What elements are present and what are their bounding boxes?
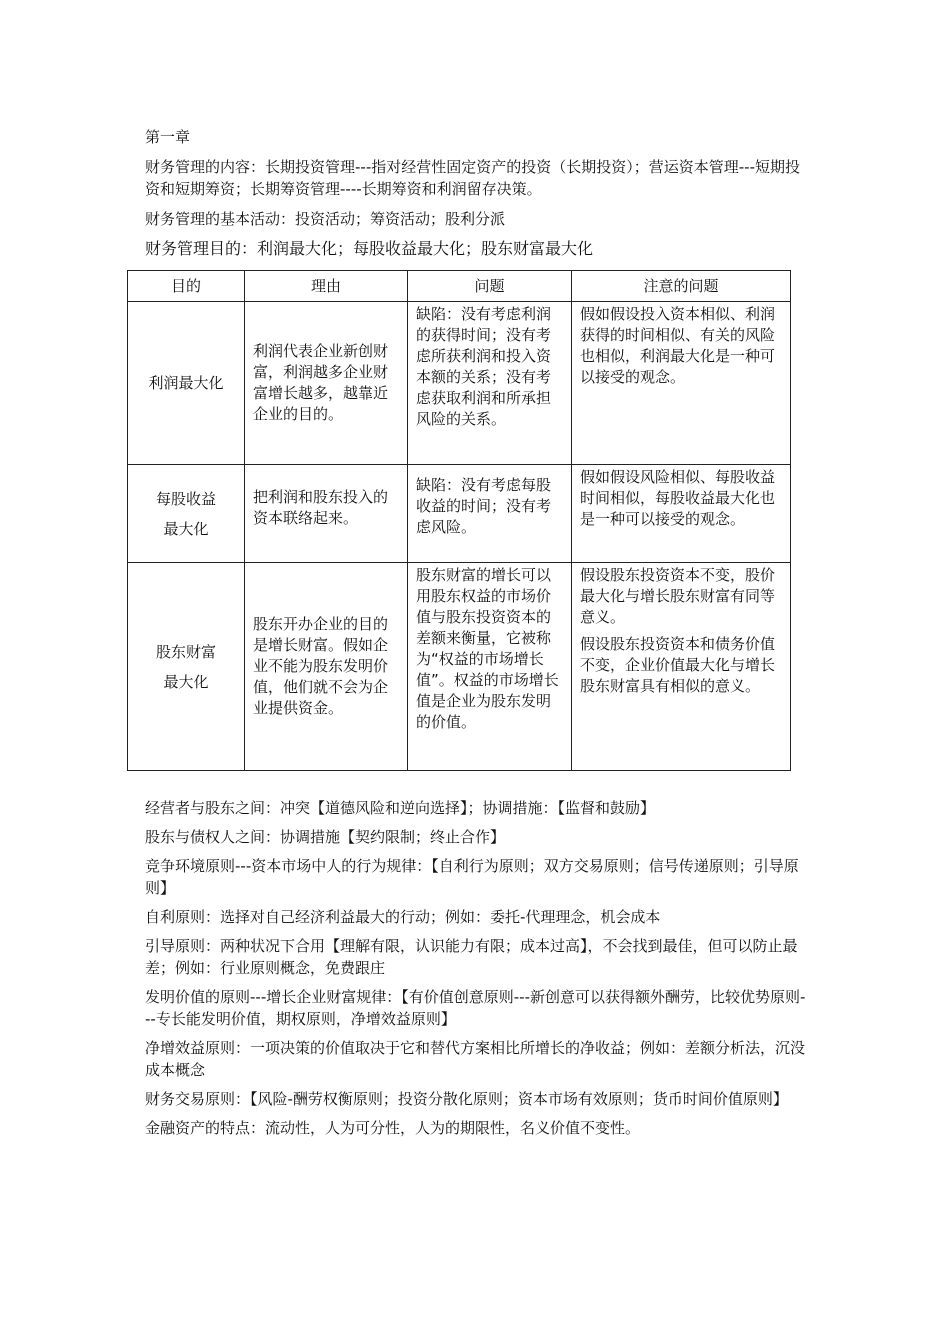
note-paragraph: 财务交易原则：【风险-酬劳权衡原则；投资分散化原则；资本市场有效原则；货币时间价值原则】	[145, 1090, 788, 1108]
note-paragraph: 引导原则：两种状况下合用【理解有限，认识能力有限；成本过高】，不会找到最佳，但可以防止最差；例如：行业原则概念，免费跟庄	[145, 937, 798, 977]
goal-line: 每股收益	[155, 489, 216, 508]
goal-line: 最大化	[163, 672, 209, 691]
problem-cell: 股东财富的增长可以用股东权益的市场价值与股东投资资本的差额来衡量，它被称为“权益的市场增长值”。权益的市场增长值是企业为股东发明的价值。	[408, 563, 572, 771]
note-paragraph: 发明价值的原则---增长企业财富规律：【有价值创意原则---新创意可以获得额外酬劳，比较优势原则---专长能发明价值，期权原则，净增效益原则】	[145, 988, 806, 1028]
header-reason: 理由	[245, 271, 408, 302]
goal-cell	[128, 465, 245, 563]
goals-paragraph: 财务管理目的：利润最大化；每股收益最大化；股东财富最大化	[145, 239, 594, 258]
goal-line: 股东财富	[155, 642, 216, 661]
header-goal: 目的	[128, 271, 245, 302]
notes-section	[145, 797, 810, 1146]
problem-cell: 缺陷：没有考虑利润的获得时间；没有考虑所获利润和投入资本额的关系；没有考虑获取利润和所承担风险的关系。	[408, 302, 572, 465]
reason-cell: 利润代表企业新创财富，利润越多企业财富增长越多，越靠近企业的目的。	[245, 302, 408, 465]
goals-table	[127, 270, 791, 771]
table-row	[128, 563, 791, 771]
table-header-row	[128, 271, 791, 302]
goal-cell: 利润最大化	[128, 302, 245, 465]
reason-cell: 股东开办企业的目的是增长财富。假如企业不能为股东发明价值，他们就不会为企业提供资金。	[245, 563, 408, 771]
note-paragraph: 竞争环境原则---资本市场中人的行为规律：【自利行为原则；双方交易原则；信号传递原则；引导原则】	[145, 857, 799, 897]
header-notes: 注意的问题	[572, 271, 791, 302]
table-row	[128, 302, 791, 465]
note-paragraph: 股东与债权人之间：协调措施【契约限制；终止合作】	[145, 828, 506, 846]
notes-paragraph: 假设股东投资资本和债务价值不变，企业价值最大化与增长股东财富具有相似的意义。	[580, 635, 776, 695]
note-paragraph: 自利原则：选择对自己经济利益最大的行动；例如：委托-代理理念，机会成本	[145, 908, 661, 926]
activities-paragraph: 财务管理的基本活动：投资活动；筹资活动；股利分派	[145, 210, 506, 228]
notes-cell: 假如假设投入资本相似、利润获得的时间相似、有关的风险也相似，利润最大化是一种可以接受的观念。	[572, 302, 791, 465]
goal-cell	[128, 563, 245, 771]
header-problem: 问题	[408, 271, 572, 302]
chapter-heading: 第一章	[145, 128, 191, 146]
note-paragraph: 净增效益原则：一项决策的价值取决于它和替代方案相比所增长的净收益；例如：差额分析法，沉没成本概念	[145, 1039, 806, 1079]
content-paragraph: 财务管理的内容：长期投资管理---指对经营性固定资产的投资（长期投资）；营运资本管理---短期投资和短期筹资；长期筹资管理----长期筹资和利润留存决策。	[145, 158, 800, 198]
notes-cell: 假如假设风险相似、每股收益时间相似，每股收益最大化也是一种可以接受的观念。	[572, 465, 791, 563]
notes-paragraph: 假设股东投资资本不变，股价最大化与增长股东财富有同等意义。	[580, 566, 776, 626]
note-paragraph: 经营者与股东之间：冲突【道德风险和逆向选择】；协调措施：【监督和鼓励】	[145, 799, 656, 817]
notes-cell	[572, 563, 791, 771]
reason-cell: 把利润和股东投入的资本联络起来。	[245, 465, 408, 563]
problem-cell: 缺陷：没有考虑每股收益的时间；没有考虑风险。	[408, 465, 572, 563]
table-row	[128, 465, 791, 563]
goal-line: 最大化	[163, 519, 209, 538]
note-paragraph: 金融资产的特点：流动性，人为可分性，人为的期限性，名义价值不变性。	[145, 1119, 641, 1137]
intro-section	[145, 126, 810, 268]
